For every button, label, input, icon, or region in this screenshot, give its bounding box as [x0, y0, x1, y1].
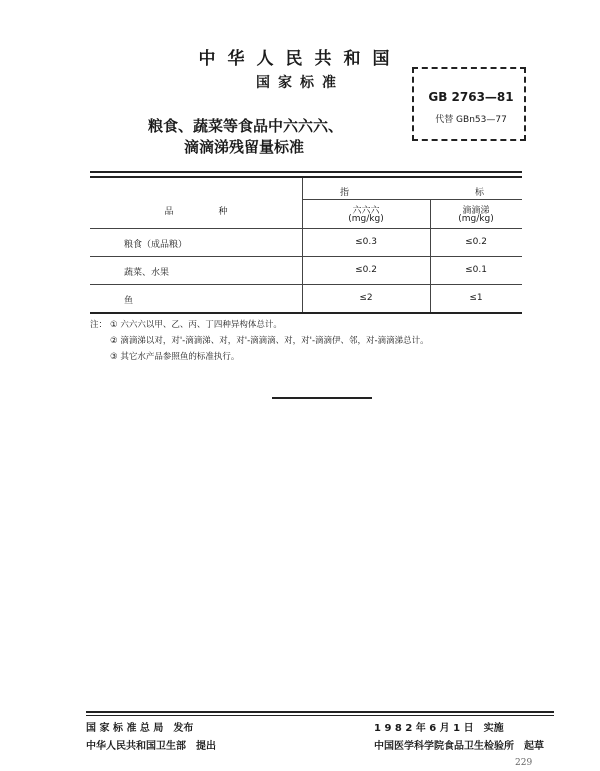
table-row-item: 粮食（成品粮） [124, 240, 188, 250]
index-header-divider [302, 199, 522, 200]
replaces-standard: 代替 GBn53—77 [435, 115, 507, 125]
table-row-ddt: ≤1 [469, 293, 483, 303]
footer-effective-date: 1 9 8 2 年 6 月 1 日 实施 [374, 723, 504, 734]
footer-rule [86, 711, 554, 713]
country-heading: 中华人民共和国 [198, 49, 402, 69]
subheader-ddt-unit: (mg/kg) [458, 214, 494, 224]
standard-number-box [412, 67, 526, 141]
table-row-ddt: ≤0.1 [465, 265, 487, 275]
table-top-rule [90, 171, 522, 173]
document-title-line-2: 滴滴涕残留量标准 [184, 138, 305, 156]
row-divider [90, 284, 522, 285]
column-header-index: 指 标 [339, 188, 484, 198]
table-bottom-rule [90, 312, 522, 314]
note-3: ③ 其它水产品参照鱼的标准执行。 [110, 352, 240, 362]
column-divider [302, 178, 303, 312]
row-divider [90, 256, 522, 257]
table-row-item: 鱼 [124, 296, 134, 306]
header-bottom-rule [90, 228, 522, 229]
table-row-item: 蔬菜、水果 [124, 268, 170, 278]
column-header-variety: 品 种 [164, 207, 228, 217]
column-divider [430, 199, 431, 312]
note-1: ① 六六六以甲、乙、丙、丁四种异构体总计。 [110, 320, 282, 330]
footer-submitter: 中华人民共和国卫生部 提出 [86, 741, 216, 752]
table-row-bhc: ≤0.3 [355, 237, 377, 247]
subheader-bhc-name: 六六六 [352, 206, 380, 216]
table-row-ddt: ≤0.2 [465, 237, 487, 247]
table-row-bhc: ≤2 [359, 293, 373, 303]
footer-publisher: 国 家 标 准 总 局 发布 [86, 723, 194, 734]
subheader-ddt-name: 滴滴涕 [462, 206, 490, 216]
document-title-line-1: 粮食、蔬菜等食品中六六六、 [148, 117, 344, 135]
national-standard-heading: 国家标准 [256, 75, 344, 91]
page-number: 229 [515, 758, 533, 768]
footer-drafter: 中国医学科学院食品卫生检验所 起草 [374, 741, 544, 752]
subheader-bhc-unit: (mg/kg) [348, 214, 384, 224]
end-rule [272, 397, 372, 399]
note-2: ② 滴滴涕以对，对'-滴滴涕、对，对'-滴滴滴、对，对'-滴滴伊、邻，对-滴滴涕总计。 [110, 336, 429, 346]
table-top-rule-2 [90, 176, 522, 178]
footer-rule-2 [86, 715, 554, 716]
notes-prefix: 注： [90, 320, 108, 330]
standard-number: GB 2763—81 [428, 90, 514, 104]
table-row-bhc: ≤0.2 [355, 265, 377, 275]
